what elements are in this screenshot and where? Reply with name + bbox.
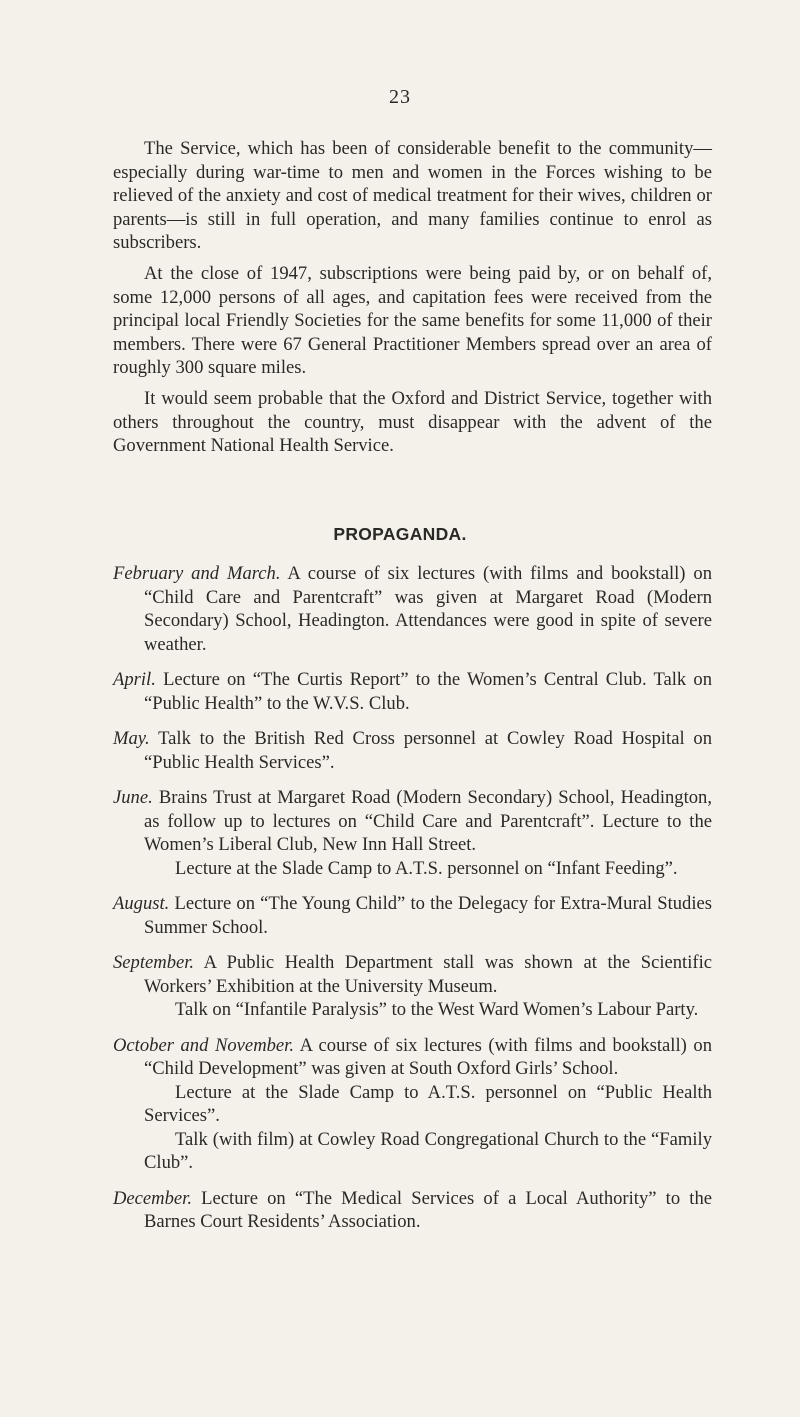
entry-month: August. [113,893,170,914]
entry-december [113,1187,712,1234]
entry-may [113,727,712,774]
entry-line [113,951,712,998]
entry-extra-text: Talk (with film) at Cowley Road Congregational Church to the “Family Club”. [144,1128,712,1173]
entry-text: Lecture on “The Young Child” to the Delegacy for Extra-Mural Studies Summer School. [144,893,712,938]
section-heading: PROPAGANDA. [333,524,467,544]
intro-section [113,137,712,465]
entry-month: October and November. [113,1034,294,1056]
entry-continuation [113,1081,712,1128]
entry-line [113,892,712,939]
entry-february-march [113,562,712,656]
entry-line [113,668,712,715]
entry-continuation [113,1128,712,1175]
entry-month: December. [113,1187,192,1209]
entry-text: A Public Health Department stall was shown at the Scientific Workers’ Exhibition at the University Museum. [144,952,712,997]
entry-month: April. [113,669,156,690]
entry-month: September. [113,952,195,973]
entry-april [113,668,712,715]
entry-line [113,1034,712,1081]
entry-month: February and March. [113,563,281,584]
entry-month: May. [113,728,150,749]
entry-line [113,1187,712,1234]
entry-text: A course of six lectures (with films and bookstall) on “Child Care and Parentcraft” was given at Margaret Road (Modern Secondary) School, Headington. Attendances were good in spite of severe weather. [144,563,712,655]
entry-line [113,562,712,656]
entry-extra-text: Lecture at the Slade Camp to A.T.S. personnel on “Public Health Services”. [144,1081,712,1126]
intro-paragraph: At the close of 1947, subscriptions were being paid by, or on behalf of, some 12,000 persons of all ages, and capitation fees were received from the principal local Friendly Societies for the same benefits for some 11,000 of their members. There were 67 General Practitioner Members spread over an area of roughly 300 square miles. [113,263,712,378]
entry-line [113,786,712,857]
entry-text: Lecture on “The Medical Services of a Local Authority” to the Barnes Court Residents’ Association. [144,1187,712,1232]
entry-text: A course of six lectures (with films and bookstall) on “Child Development” was given at South Oxford Girls’ School. [144,1034,713,1079]
entry-month: June. [113,787,153,808]
entry-september [113,951,712,1022]
page-number: 23 [389,86,411,108]
entry-text: Lecture on “The Curtis Report” to the Women’s Central Club. Talk on “Public Health” to the W.V.S. Club. [144,669,712,714]
propaganda-entries [113,562,712,1246]
entry-august [113,892,712,939]
entry-text: Talk to the British Red Cross personnel at Cowley Road Hospital on “Public Health Services”. [144,728,712,773]
entry-october-november [113,1034,712,1175]
intro-paragraph: The Service, which has been of considerable benefit to the community—especially during war-time to men and women in the Forces wishing to be relieved of the anxiety and cost of medical treatment for their wives, children or parents—is still in full operation, and many families continue to enrol as subscribers. [113,138,712,253]
entry-continuation [113,857,712,881]
intro-paragraph: It would seem probable that the Oxford and District Service, together with others throughout the country, must disappear with the advent of the Government National Health Service. [113,388,712,456]
entry-text: Brains Trust at Margaret Road (Modern Secondary) School, Headington, as follow up to lectures on “Child Care and Parentcraft”. Lecture to the Women’s Liberal Club, New Inn Hall Street. [144,787,712,855]
entry-continuation [113,998,712,1022]
entry-extra-text: Lecture at the Slade Camp to A.T.S. personnel on “Infant Feeding”. [175,857,678,879]
entry-june [113,786,712,880]
entry-extra-text: Talk on “Infantile Paralysis” to the West Ward Women’s Labour Party. [175,999,699,1020]
entry-line [113,727,712,774]
